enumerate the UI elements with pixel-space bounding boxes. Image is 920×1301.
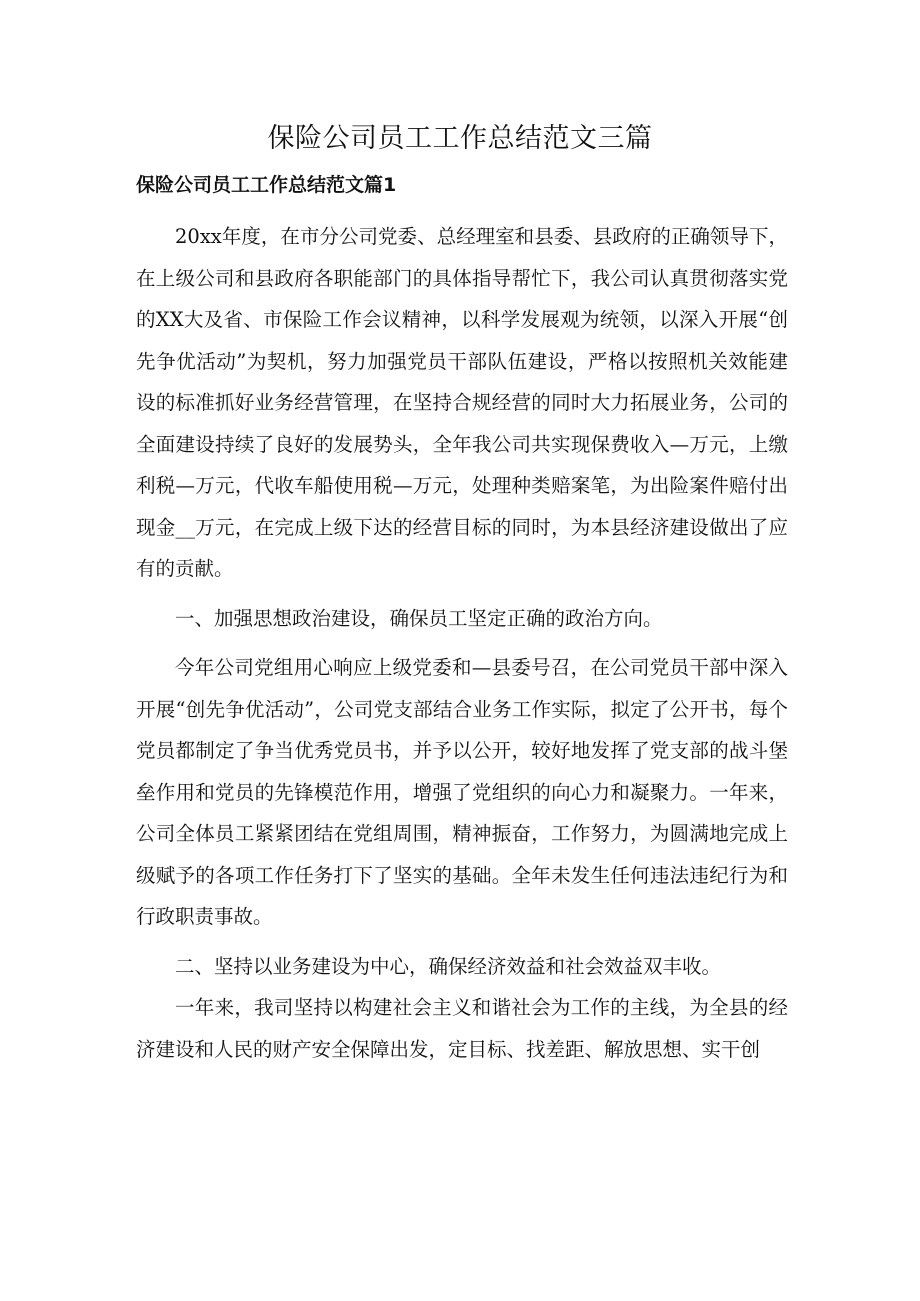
- paragraph-heading-two: 二、坚持以业务建设为中心，确保经济效益和社会效益双丰收。: [175, 954, 722, 978]
- document-body: [136, 216, 788, 1070]
- paragraph-heading-one: 一、加强思想政治建设，确保员工坚定正确的政治方向。: [175, 606, 663, 630]
- paragraph-intro: 20xx年度，在市分公司党委、总经理室和县委、县政府的正确领导下，在上级公司和县政府各职能部门的具体指导帮忙下，我公司认真贯彻落实党的XX大及省、市保险工作会议精神，以科学发展观为统领，以深入开展“创先争优活动”为契机，努力加强党员干部队伍建设，严格以按照机关效能建设的标准抓好业务经营管理，在坚持合规经营的同时大力拓展业务，公司的全面建设持续了良好的发展势头，全年我公司共实现保费收入—万元，上缴利税—万元，代收车船使用税—万元，处理种类赔案笔，为出险案件赔付出现金__万元，在完成上级下达的经营目标的同时，为本县经济建设做出了应有的贡献。: [136, 225, 788, 580]
- paragraph-political-work: 今年公司党组用心响应上级党委和—县委号召，在公司党员干部中深入开展“创先争优活动”，公司党支部结合业务工作实际，拟定了公开书，每个党员都制定了争当优秀党员书，并予以公开，较好地发挥了党支部的战斗堡垒作用和党员的先锋模范作用，增强了党组织的向心力和凝聚力。一年来，公司全体员工紧紧团结在党组周围，精神振奋，工作努力，为圆满地完成上级赋予的各项工作任务打下了坚实的基础。全年未发生任何违法违纪行为和行政职责事故。: [136, 656, 788, 928]
- document-title: 保险公司员工工作总结范文三篇: [267, 123, 653, 154]
- paragraph-business-work: 一年来，我司坚持以构建社会主义和谐社会为工作的主线，为全县的经济建设和人民的财产安全保障出发，定目标、找差距、解放思想、实干创: [136, 996, 788, 1061]
- section-heading: 保险公司员工工作总结范文篇1: [136, 174, 397, 196]
